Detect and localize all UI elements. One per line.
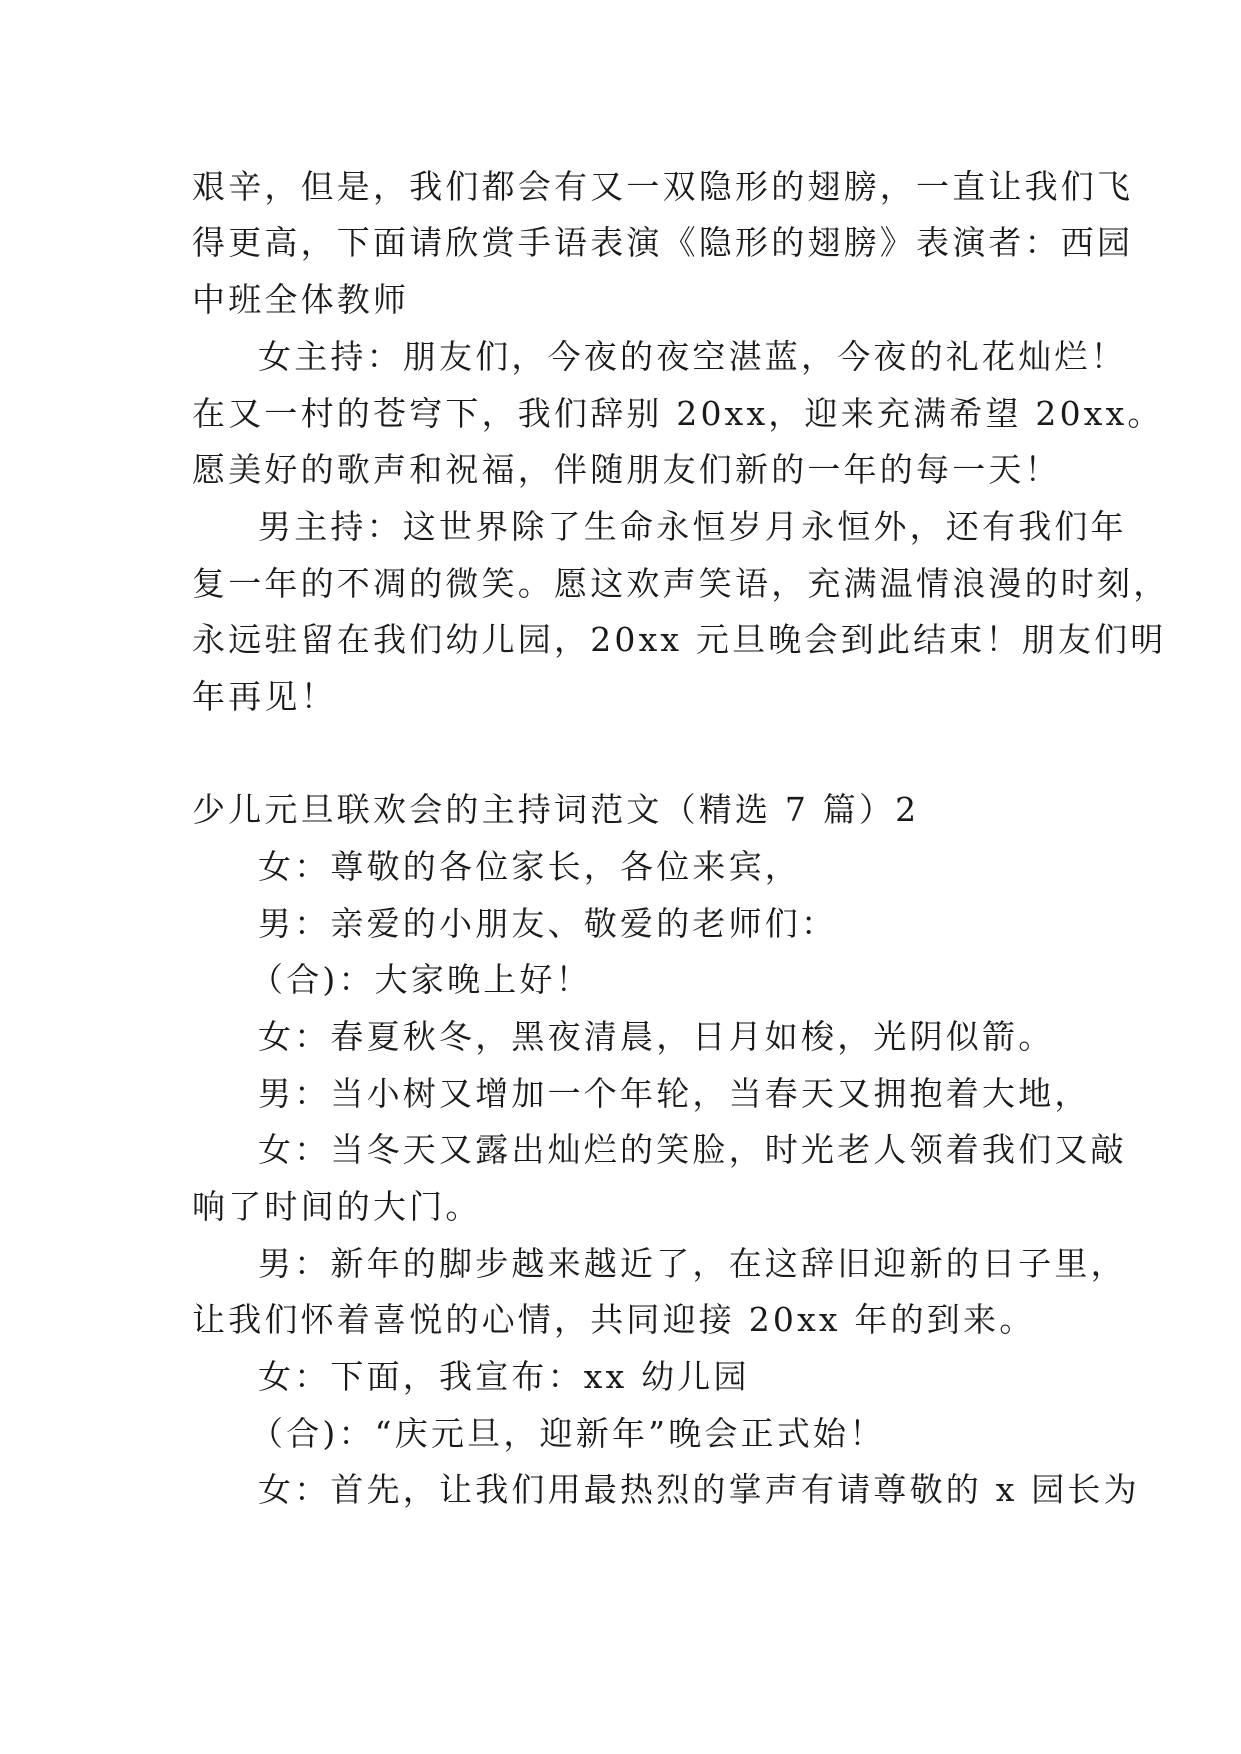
text-line: 在又一村的苍穹下，我们辞别 20xx，迎来充满希望 20xx。 [192, 394, 1164, 433]
text-line: 愿美好的歌声和祝福，伴随朋友们新的一年的每一天！ [192, 450, 1061, 489]
text-line: 艰辛，但是，我们都会有又一双隐形的翅膀，一直让我们飞 [192, 167, 1134, 206]
text-line: 女：尊敬的各位家长，各位来宾， [258, 847, 801, 886]
text-line: （合)：大家晚上好！ [250, 960, 592, 999]
text-line: 男：亲爱的小朋友、敬爱的老师们： [258, 904, 838, 943]
text-line: 永远驻留在我们幼儿园，20xx 元旦晚会到此结束！朋友们明 [192, 620, 1167, 659]
text-line: 年再见！ [192, 677, 337, 716]
text-line: （合)：“庆元旦，迎新年”晚会正式始！ [250, 1414, 886, 1453]
text-line: 响了时间的大门。 [192, 1187, 482, 1226]
text-line: 中班全体教师 [192, 280, 410, 319]
text-line: 复一年的不凋的微笑。愿这欢声笑语，充满温情浪漫的时刻， [192, 564, 1170, 603]
text-line: 女主持：朋友们，今夜的夜空湛蓝，今夜的礼花灿烂！ [258, 337, 1127, 376]
section-heading: 少儿元旦联欢会的主持词范文（精选 7 篇）2 [192, 790, 920, 829]
text-line: 让我们怀着喜悦的心情，共同迎接 20xx 年的到来。 [192, 1300, 1036, 1339]
text-line: 女：当冬天又露出灿烂的笑脸，时光老人领着我们又敲 [258, 1130, 1127, 1169]
text-line: 女：首先，让我们用最热烈的掌声有请尊敬的 x 园长为 [258, 1470, 1140, 1509]
text-line: 男主持：这世界除了生命永恒岁月永恒外，还有我们年 [258, 507, 1127, 546]
text-line: 男：新年的脚步越来越近了，在这辞旧迎新的日子里， [258, 1244, 1127, 1283]
text-line: 女：春夏秋冬，黑夜清晨，日月如梭，光阴似箭。 [258, 1017, 1055, 1056]
text-line: 得更高，下面请欣赏手语表演《隐形的翅膀》表演者：西园 [192, 223, 1134, 262]
text-line: 女：下面，我宣布：xx 幼儿园 [258, 1357, 750, 1396]
text-line: 男：当小树又增加一个年轮，当春天又拥抱着大地， [258, 1074, 1091, 1113]
